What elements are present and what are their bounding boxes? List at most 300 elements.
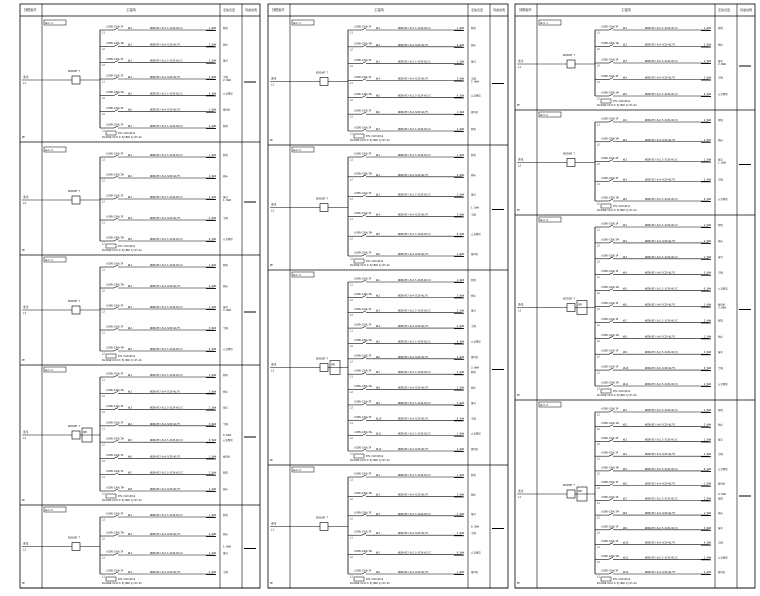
branch-circuit-id: WL1: [128, 514, 132, 517]
branch-usage: 插座: [718, 423, 723, 427]
meter-symbol: [106, 354, 116, 358]
header-circuit-no: 回路编号: [272, 8, 285, 12]
branch-cable-spec: WDZN-BYJ-3x2.5-SC20-WC/CC: [150, 59, 183, 63]
main-breaker-model: NSX100F T: [316, 197, 328, 201]
branch-usage: 应急照明: [223, 348, 233, 351]
branch-breaker-model: iC65N-C20A/1P+: [354, 172, 373, 176]
branch-breaker-model: iC65N-C16A/1P: [601, 407, 619, 411]
branch-breaker-model: iC65N-C20A/1P+: [106, 41, 125, 45]
spd-label: SPD: [578, 303, 582, 307]
branch-circuit-id: WL5: [128, 238, 132, 241]
panel-name: AL3-1: [540, 22, 548, 25]
branch-cable-spec: WDZN-BYJ-3x4-SC20-WC/FC: [645, 541, 676, 545]
ground-note: PE: [22, 249, 25, 252]
branch-breaker-model: iC65N-C16A/1P: [601, 451, 619, 455]
branch-usage: 备用: [718, 255, 723, 259]
header-remarks: 用途说明: [493, 8, 506, 12]
main-breaker-model: NSX100F T: [563, 152, 575, 156]
branch-capacity: 0.5kW: [456, 417, 464, 421]
branch-capacity: 0.5kW: [456, 340, 464, 344]
branch-capacity: 1.0kW: [456, 111, 464, 115]
branch-cable-spec: WDZN-BYJ-3x4-SC20-WC/FC: [398, 77, 429, 81]
branch-circuit-id: WL2: [623, 423, 627, 427]
meter-note: DTS-3x10(40)A: [366, 135, 384, 138]
branch-circuit-id: WL2: [376, 493, 380, 497]
branch-breaker-model: iC65N-C16A/1P: [106, 470, 124, 474]
branch-cable-spec: WDZN-BYJ-3x4-SC20-WC/FC: [645, 335, 676, 339]
branch-usage: 插座: [718, 335, 723, 339]
branch-cable-spec: WDZN-BYJ-3x4-SC20-WC/FC: [150, 390, 181, 394]
branch-circuit-id: WL2: [128, 390, 132, 394]
branch-usage: 应急照明: [471, 94, 481, 98]
branch-circuit-id: WL1: [128, 374, 132, 377]
branch-cable-spec: WDZN-BYJ-3x4-SC20-WC/FC: [398, 386, 429, 390]
panel-load-note: Pe=10kW Kx=0.8 Pj=8kW Ij=15.2A: [597, 104, 637, 107]
branch-breaker-model: iC65N-C16A/1P: [354, 308, 372, 312]
branch-breaker-model: iC65N-C16A/1P: [601, 495, 619, 499]
branch-phase: L2: [350, 391, 353, 395]
branch-capacity: 3.0kW: [456, 77, 464, 81]
branch-breaker-model: iC65N-C20A/1P+: [354, 92, 373, 96]
branch-usage: 照明: [471, 154, 476, 157]
branch-cable-spec: WDZN-BYJ-3x2.5-SC20-WC/CC: [150, 125, 183, 128]
ground-note: PE: [517, 582, 520, 585]
branch-phase: L1: [102, 158, 105, 162]
branch-phase: L1: [102, 331, 105, 335]
branch-cable-spec: WDZN-BYJ-3x2.5-SC20-WC/CC: [645, 224, 678, 227]
branch-capacity: 1.5kW: [703, 60, 711, 63]
block-total: 3.0kW: [223, 309, 231, 312]
branch-cable-spec: WDZN-BYJ-3x2.5-SC20-WC/CC: [398, 60, 431, 64]
branch-breaker-model: iC65N-C16A/1P: [106, 74, 124, 78]
branch-phase: L3: [102, 200, 105, 204]
branch-capacity: 2.0kW: [456, 128, 464, 131]
branch-phase: L2: [597, 143, 600, 147]
branch-breaker-model: iC65N-C16A/1P: [354, 369, 372, 373]
branch-circuit-id: WL8: [128, 488, 132, 491]
branch-breaker-model: iC65N-C20A/1P+: [106, 173, 125, 177]
branch-phase: L3: [350, 452, 353, 456]
block-total: 1.5kW: [471, 206, 479, 210]
branch-breaker-model: iC65N-C16A/1P: [354, 400, 372, 404]
branch-cable-spec: WDZN-BYJ-3x2.5-SC20-WC/CC: [150, 514, 183, 517]
branch-capacity: 1.0kW: [208, 455, 216, 459]
branch-cable-spec: WDZN-BYJ-3x2.5-SC20-WC/CC: [645, 526, 678, 530]
branch-circuit-id: WL6: [623, 303, 627, 307]
branch-capacity: 0.5kW: [703, 93, 711, 96]
branch-capacity: 3.0kW: [703, 351, 711, 355]
branch-cable-spec: WDZN-BYJ-3x2.5-SC20-WC/CC: [398, 27, 431, 30]
branch-circuit-id: WL6: [376, 253, 380, 256]
panel-name: AL3-4: [540, 404, 548, 407]
incoming-phase: L1: [518, 66, 521, 69]
branch-usage: 备用: [223, 406, 228, 410]
branch-capacity: 1.0kW: [703, 409, 711, 412]
ground-note: PE: [22, 136, 25, 139]
branch-phase: L2: [350, 497, 353, 501]
main-breaker-model: NSX100F T: [563, 484, 575, 487]
incoming-label: 进线: [23, 196, 29, 199]
branch-phase: L3: [350, 115, 353, 119]
branch-usage: 备用: [718, 60, 723, 63]
branch-phase: L3: [597, 531, 600, 535]
branch-usage: 照明: [718, 319, 723, 323]
branch-circuit-id: WL4: [128, 327, 132, 330]
ground-note: PE: [517, 394, 520, 397]
meter-symbol: [106, 494, 116, 498]
branch-breaker-model: iC65N-C20A/1P+: [601, 286, 620, 290]
meter-symbol: [354, 259, 364, 263]
branch-capacity: 0.5kW: [456, 94, 464, 98]
branch-capacity: 2.0kW: [456, 493, 464, 497]
branch-usage: 照明: [471, 27, 476, 30]
branch-circuit-id: WL9: [623, 526, 627, 530]
branch-cable-spec: WDZN-BYJ-3x4-SC20-WC/FC: [150, 488, 181, 491]
branch-circuit-id: WL1: [128, 264, 132, 267]
branch-circuit-id: WL3: [376, 309, 380, 313]
ground-note: PE: [22, 359, 25, 362]
meter-symbol: [601, 99, 611, 103]
branch-usage: 插座: [471, 43, 476, 47]
branch-capacity: 1.5kW: [703, 255, 711, 259]
branch-circuit-id: WL1: [376, 27, 380, 30]
branch-breaker-model: iC65N-C16A/1P: [354, 354, 372, 358]
branch-usage: 插座: [718, 138, 723, 142]
branch-usage: 应急照明: [718, 556, 728, 560]
panel-name: AL3-2: [540, 114, 548, 117]
branch-capacity: 0.5kW: [208, 439, 216, 443]
branch-usage: 备用: [718, 351, 723, 355]
header-circuit-no: 回路编号: [519, 8, 532, 12]
branch-cable-spec: WDZN-BYJ-3x2.5-SC20-WC/CC: [150, 306, 183, 309]
branch-usage: 插座: [471, 386, 476, 390]
main-breaker-symbol: [567, 304, 575, 312]
branch-cable-spec: WDZN-BYJ-3x4-SC20-WC/FC: [398, 43, 429, 47]
panel-load-note: Pe=10kW Kx=0.8 Pj=8kW Ij=15.2A: [350, 459, 390, 462]
branch-circuit-id: WL3: [623, 60, 627, 63]
branch-capacity: 2.0kW: [703, 138, 711, 142]
branch-capacity: 2.0kW: [703, 571, 711, 574]
branch-cable-spec: WDZN-BYJ-3x4-SC20-WC/FC: [645, 367, 676, 371]
branch-phase: L3: [350, 360, 353, 364]
branch-usage: 照明: [471, 371, 476, 375]
main-breaker-symbol: [320, 204, 328, 212]
branch-cable-spec: WDZN-BYJ-3x2.5-SC20-WC/CC: [645, 497, 678, 501]
branch-circuit-id: WL3: [623, 255, 627, 259]
branch-circuit-id: WL4: [623, 271, 627, 275]
branch-cable-spec: WDZN-BYJ-3x2.5-SC20-WC/CC: [150, 92, 183, 96]
branch-breaker-model: iC65N-C20A/1P+: [601, 381, 620, 385]
branch-breaker-model: iC65N-C16A/1P: [106, 25, 124, 29]
branch-phase: L2: [597, 292, 600, 296]
branch-circuit-id: WL8: [623, 335, 627, 339]
branch-capacity: 1.0kW: [703, 224, 711, 227]
panel-load-note: Pe=10kW Kx=0.8 Pj=8kW Ij=15.2A: [102, 582, 142, 585]
branch-capacity: 3.0kW: [703, 76, 711, 80]
branch-capacity: 1.0kW: [456, 279, 464, 282]
branch-usage: 插座: [471, 173, 476, 177]
branch-circuit-id: WL1: [623, 119, 627, 122]
branch-capacity: 2.0kW: [208, 285, 216, 288]
meter-note: DTS-3x10(40)A: [118, 495, 136, 498]
branch-cable-spec: WDZN-BYJ-3x2.5-SC20-WC/CC: [645, 93, 678, 96]
branch-breaker-model: iC65N-C16A/1P: [601, 254, 619, 258]
branch-usage: 排风机: [718, 482, 726, 486]
branch-circuit-id: WL12: [376, 448, 382, 451]
branch-usage: 应急照明: [471, 551, 481, 555]
branch-phase: L1: [597, 457, 600, 461]
incoming-label: 进线: [23, 542, 29, 546]
branch-circuit-id: WL7: [128, 125, 132, 128]
branch-capacity: 1.5kW: [456, 512, 464, 516]
branch-phase: L3: [597, 308, 600, 311]
branch-circuit-id: WL3: [128, 196, 132, 199]
incoming-label: 进线: [271, 363, 277, 367]
branch-capacity: 3.0kW: [703, 526, 711, 530]
panel-name: AL2-3: [293, 274, 301, 277]
branch-phase: L2: [597, 97, 600, 101]
branch-usage: 空调: [718, 271, 723, 275]
branch-phase: L1: [350, 536, 353, 540]
branch-usage: 应急照明: [718, 198, 728, 201]
branch-usage: 照明: [718, 497, 723, 501]
incoming-label: 进线: [271, 77, 277, 81]
branch-circuit-id: WL4: [376, 325, 380, 329]
branch-circuit-id: WL8: [623, 512, 627, 516]
main-breaker-model: NSX100F T: [68, 70, 80, 73]
incoming-label: 进线: [518, 60, 524, 63]
branch-cable-spec: WDZN-BYJ-3x4-SC20-WC/FC: [398, 173, 429, 177]
branch-capacity: 1.5kW: [208, 552, 216, 555]
branch-usage: 备用: [471, 193, 476, 197]
branch-breaker-model: iC65N-C16A/1P: [601, 176, 619, 180]
incoming-label: 进线: [23, 76, 29, 79]
branch-cable-spec: WDZN-BYJ-3x2.5-SC20-WC/CC: [150, 439, 183, 443]
incoming-label: 进线: [518, 303, 524, 307]
branch-phase: L3: [350, 517, 353, 521]
branch-phase: L2: [597, 472, 600, 476]
meter-note: DTS-3x10(40)A: [118, 245, 136, 248]
branch-cable-spec: WDZN-BYJ-3x4-SC20-WC/FC: [398, 325, 429, 329]
branch-capacity: 2.0kW: [703, 423, 711, 427]
main-breaker-symbol: [320, 78, 328, 86]
branch-usage: 备用: [223, 59, 228, 63]
branch-breaker-model: iC65N-C16A/1P: [601, 365, 619, 369]
branch-phase: L1: [350, 31, 353, 35]
branch-capacity: 1.0kW: [703, 303, 711, 307]
meter-symbol: [354, 454, 364, 458]
branch-phase: L1: [597, 371, 600, 375]
block-total: 0.5kW: [223, 434, 231, 437]
branch-cable-spec: WDZN-BYJ-3x2.5-SC20-WC/CC: [398, 340, 431, 344]
branch-circuit-id: WL2: [376, 43, 380, 47]
branch-breaker-model: iC65N-C20A/1P+: [354, 338, 373, 342]
branch-breaker-model: iC65N-C16A/1P: [354, 569, 372, 573]
header-capacity: 安装容量: [223, 8, 236, 12]
branch-capacity: 1.5kW: [456, 309, 464, 313]
main-breaker-symbol: [567, 159, 575, 167]
branch-cable-spec: WDZN-BYJ-3x2.5-SC20-WC/CC: [645, 60, 678, 63]
branch-usage: 应急照明: [223, 238, 233, 241]
branch-usage: 照明: [223, 514, 228, 517]
branch-circuit-id: WL3: [376, 193, 380, 197]
spd-label: SPD: [83, 431, 87, 434]
meter-symbol: [601, 577, 611, 581]
branch-cable-spec: WDZN-BYJ-3x2.5-SC20-WC/CC: [398, 432, 431, 436]
branch-phase: L2: [102, 47, 105, 51]
branch-cable-spec: WDZN-BYJ-3x4-SC20-WC/FC: [398, 532, 429, 536]
branch-capacity: 1.5kW: [208, 59, 216, 63]
branch-circuit-id: WL1: [128, 154, 132, 157]
branch-breaker-model: iC65N-C16A/1P: [354, 415, 372, 419]
branch-breaker-model: iC65N-C16A/1P: [601, 75, 619, 78]
branch-cable-spec: WDZN-BYJ-3x4-SC20-WC/FC: [645, 453, 676, 457]
meter-note: DTS-3x10(40)A: [118, 355, 136, 358]
branch-usage: 应急照明: [223, 439, 233, 443]
panel-load-note: Pe=10kW Kx=0.8 Pj=8kW Ij=15.2A: [102, 499, 142, 502]
branch-phase: L3: [102, 411, 105, 415]
branch-circuit-id: WL4: [128, 422, 132, 426]
branch-breaker-model: iC65N-C20A/1P+: [106, 236, 125, 240]
branch-circuit-id: WL7: [128, 471, 132, 475]
branch-circuit-id: WL2: [623, 43, 627, 47]
branch-phase: L2: [350, 298, 353, 302]
branch-breaker-model: iC65N-C20A/1P+: [601, 554, 620, 558]
branch-breaker-model: iC65N-C20A/1P+: [601, 137, 620, 141]
branch-circuit-id: WL3: [376, 60, 380, 64]
branch-breaker-model: iC65N-C20A/1P+: [354, 42, 373, 46]
branch-capacity: 1.0kW: [703, 119, 711, 122]
incoming-phase: L2: [23, 548, 26, 552]
branch-circuit-id: WL2: [128, 43, 132, 47]
branch-circuit-id: WL5: [376, 233, 380, 237]
ground-note: PE: [270, 582, 273, 585]
branch-cable-spec: WDZN-BYJ-3x4-SC20-WC/FC: [150, 217, 181, 220]
branch-circuit-id: WL7: [376, 128, 380, 131]
branch-cable-spec: WDZN-BYJ-3x4-SC20-WC/FC: [398, 571, 429, 574]
branch-capacity: 2.0kW: [208, 390, 216, 394]
branch-breaker-model: iC65N-C16A/1P: [354, 251, 372, 255]
branch-capacity: 1.0kW: [208, 154, 216, 157]
branch-phase: L3: [350, 406, 353, 410]
branch-breaker-model: iC65N-C16A/1P: [601, 569, 619, 573]
branch-circuit-id: WL4: [376, 77, 380, 81]
panel-load-note: Pe=10kW Kx=0.8 Pj=8kW Ij=15.2A: [350, 264, 390, 267]
branch-capacity: 1.5kW: [703, 512, 711, 516]
branch-usage: 应急照明: [471, 233, 481, 237]
branch-cable-spec: WDZN-BYJ-3x2.5-SC20-WC/CC: [398, 128, 431, 131]
incoming-phase: L2: [271, 209, 274, 213]
branch-capacity: 2.0kW: [703, 497, 711, 501]
branch-cable-spec: WDZN-BYJ-3x2.5-SC20-WC/CC: [398, 474, 431, 477]
branch-phase: L3: [597, 442, 600, 446]
block-total: 0.5kW: [471, 525, 479, 529]
branch-circuit-id: WL11: [623, 556, 629, 560]
branch-usage: 插座: [223, 43, 228, 47]
header-wiring: 主接线: [374, 8, 384, 12]
branch-circuit-id: WL2: [623, 239, 627, 243]
branch-capacity: 2.0kW: [208, 43, 216, 47]
header-circuit-no: 回路编号: [24, 8, 37, 12]
branch-usage: 空调: [223, 422, 228, 426]
branch-usage: 空调: [471, 417, 476, 421]
branch-usage: 照明: [471, 279, 476, 282]
branch-phase: L3: [597, 163, 600, 166]
branch-usage: 插座: [471, 493, 476, 497]
branch-usage: 插座: [223, 175, 228, 178]
main-breaker-model: NSX100F T: [68, 425, 80, 428]
panel-name: AL2-1: [293, 22, 301, 25]
branch-circuit-id: WL2: [128, 175, 132, 178]
branch-usage: 照明: [718, 27, 723, 30]
branch-cable-spec: WDZN-BYJ-3x2.5-SC20-WC/CC: [398, 193, 431, 197]
main-breaker-symbol: [72, 196, 80, 204]
branch-capacity: 0.5kW: [703, 287, 711, 291]
branch-circuit-id: WL9: [623, 351, 627, 355]
branch-breaker-model: iC65N-C20A/1P+: [601, 466, 620, 470]
branch-phase: L1: [350, 82, 353, 85]
incoming-phase: L3: [518, 309, 521, 313]
incoming-phase: L2: [518, 164, 521, 168]
branch-usage: 空调: [718, 178, 723, 182]
panel-load-note: Pe=10kW Kx=0.8 Pj=8kW Ij=15.2A: [350, 139, 390, 142]
incoming-phase: L3: [23, 312, 26, 315]
branch-breaker-model: iC65N-C16A/1P: [354, 152, 372, 156]
block-total: 1.5kW: [718, 161, 726, 165]
branch-circuit-id: WL5: [128, 439, 132, 443]
panel-name: AL1-5: [45, 509, 53, 512]
branch-usage: 排风机: [718, 571, 726, 574]
branch-breaker-model: iC65N-C20A/1P+: [601, 238, 620, 242]
main-breaker-symbol: [567, 490, 575, 498]
incoming-label: 进线: [23, 431, 29, 434]
branch-usage: 应急照明: [718, 467, 728, 471]
incoming-phase: L1: [271, 83, 274, 87]
main-breaker-symbol: [72, 543, 80, 551]
branch-cable-spec: WDZN-BYJ-3x2.5-SC20-WC/CC: [645, 556, 678, 560]
branch-cable-spec: WDZN-BYJ-3x2.5-SC20-WC/CC: [150, 27, 183, 30]
header-capacity: 安装容量: [718, 8, 731, 12]
branch-phase: L2: [597, 339, 600, 343]
branch-usage: 备用: [718, 158, 723, 162]
main-breaker-model: NSX100F T: [563, 297, 575, 301]
meter-note: DTS-3x10(40)A: [613, 390, 631, 393]
branch-breaker-model: iC65N-C20A/1P+: [354, 292, 373, 296]
main-breaker-model: NSX100F T: [316, 357, 328, 361]
branch-phase: L1: [350, 132, 353, 136]
branch-cable-spec: WDZN-BYJ-3x2.5-SC20-WC/CC: [150, 238, 183, 241]
branch-phase: L1: [597, 323, 600, 327]
panel-name: AL2-4: [293, 469, 301, 472]
branch-circuit-id: WL4: [376, 213, 380, 217]
branch-breaker-model: iC65N-C16A/1P: [601, 317, 619, 321]
branch-breaker-model: iC65N-C20A/1P+: [106, 437, 125, 441]
branch-phase: L2: [597, 428, 600, 432]
branch-phase: L3: [597, 487, 600, 491]
branch-breaker-model: iC65N-C20A/1P+: [601, 91, 620, 95]
branch-cable-spec: WDZN-BYJ-3x4-SC20-WC/FC: [645, 571, 676, 574]
main-breaker-symbol: [320, 523, 328, 531]
branch-capacity: 2.0kW: [208, 533, 216, 536]
branch-breaker-model: iC65N-C20A/1P+: [601, 510, 620, 514]
main-breaker-model: NSX100F T: [68, 536, 80, 540]
ground-note: PE: [517, 209, 520, 212]
branch-circuit-id: WL4: [128, 571, 132, 574]
branch-usage: 照明: [718, 224, 723, 227]
main-breaker-model: NSX100F T: [316, 516, 328, 520]
branch-circuit-id: WL2: [376, 294, 380, 298]
branch-phase: L1: [597, 182, 600, 186]
